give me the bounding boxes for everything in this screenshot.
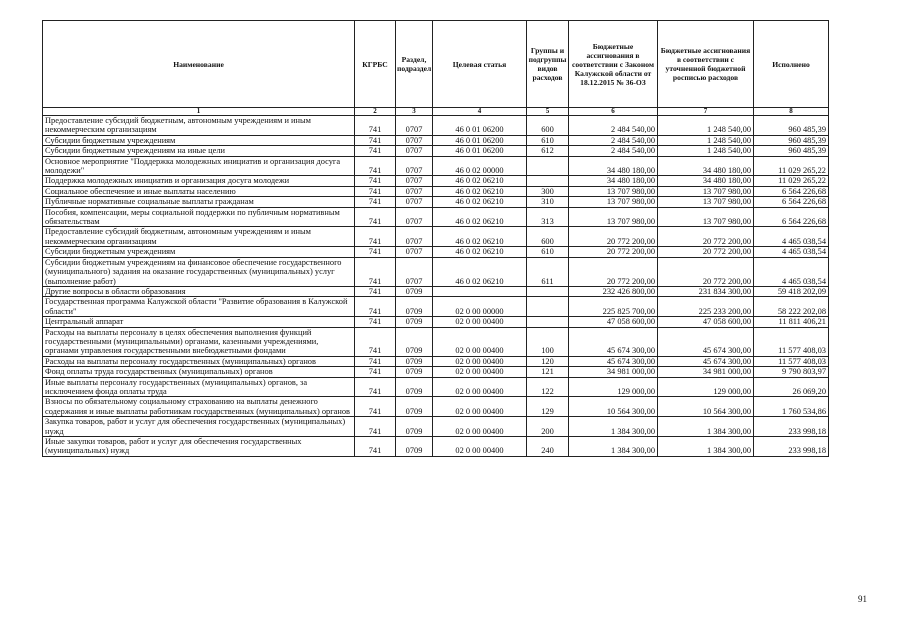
row-section: 0707 bbox=[396, 135, 433, 145]
row-kgrbs: 741 bbox=[355, 197, 396, 207]
row-refined-allocation: 20 772 200,00 bbox=[658, 227, 754, 247]
row-expense-group: 600 bbox=[527, 116, 569, 136]
row-executed: 11 577 408,03 bbox=[754, 356, 829, 366]
row-section: 0709 bbox=[396, 367, 433, 377]
row-refined-allocation: 1 384 300,00 bbox=[658, 417, 754, 437]
table-row bbox=[43, 186, 829, 196]
row-refined-allocation: 47 058 600,00 bbox=[658, 317, 754, 327]
row-target-article: 46 0 01 06200 bbox=[433, 135, 527, 145]
row-kgrbs: 741 bbox=[355, 135, 396, 145]
row-section: 0707 bbox=[396, 247, 433, 257]
header-row bbox=[43, 21, 829, 108]
row-section: 0707 bbox=[396, 257, 433, 286]
table-row bbox=[43, 146, 829, 156]
row-law-allocation: 45 674 300,00 bbox=[569, 327, 658, 356]
table-row bbox=[43, 397, 829, 417]
row-name: Государственная программа Калужской области "Развитие образования в Калужской области" bbox=[43, 297, 355, 317]
row-expense-group: 313 bbox=[527, 207, 569, 227]
header-target-article: Целевая статья bbox=[433, 21, 527, 108]
row-executed: 233 998,18 bbox=[754, 437, 829, 457]
row-refined-allocation: 13 707 980,00 bbox=[658, 197, 754, 207]
row-expense-group: 611 bbox=[527, 257, 569, 286]
row-name: Субсидии бюджетным учреждениям на финансовое обеспечение государственного (муниципального) задания на оказание государственных (муниципальных) услуг (выполнение работ) bbox=[43, 257, 355, 286]
row-section: 0709 bbox=[396, 377, 433, 397]
row-law-allocation: 20 772 200,00 bbox=[569, 257, 658, 286]
row-refined-allocation: 34 480 180,00 bbox=[658, 156, 754, 176]
row-section: 0709 bbox=[396, 356, 433, 366]
row-law-allocation: 2 484 540,00 bbox=[569, 135, 658, 145]
row-law-allocation: 225 825 700,00 bbox=[569, 297, 658, 317]
row-name: Закупка товаров, работ и услуг для обеспечения государственных (муниципальных) нужд bbox=[43, 417, 355, 437]
row-section: 0709 bbox=[396, 286, 433, 296]
table-row bbox=[43, 176, 829, 186]
row-section: 0709 bbox=[396, 327, 433, 356]
row-kgrbs: 741 bbox=[355, 377, 396, 397]
row-name: Субсидии бюджетным учреждениям bbox=[43, 247, 355, 257]
row-law-allocation: 13 707 980,00 bbox=[569, 186, 658, 196]
row-kgrbs: 741 bbox=[355, 207, 396, 227]
row-section: 0709 bbox=[396, 317, 433, 327]
row-name: Социальное обеспечение и иные выплаты населению bbox=[43, 186, 355, 196]
row-kgrbs: 741 bbox=[355, 397, 396, 417]
row-name: Центральный аппарат bbox=[43, 317, 355, 327]
row-section: 0707 bbox=[396, 186, 433, 196]
table-row bbox=[43, 377, 829, 397]
row-section: 0709 bbox=[396, 437, 433, 457]
row-name: Публичные нормативные социальные выплаты гражданам bbox=[43, 197, 355, 207]
table-row bbox=[43, 317, 829, 327]
row-section: 0707 bbox=[396, 156, 433, 176]
row-name: Расходы на выплаты персоналу государственных (муниципальных) органов bbox=[43, 356, 355, 366]
row-expense-group bbox=[527, 176, 569, 186]
header-kgrbs: КГРБС bbox=[355, 21, 396, 108]
row-expense-group bbox=[527, 317, 569, 327]
row-executed: 58 222 202,08 bbox=[754, 297, 829, 317]
column-number: 6 bbox=[569, 108, 658, 116]
row-expense-group bbox=[527, 286, 569, 296]
row-kgrbs: 741 bbox=[355, 367, 396, 377]
column-number: 8 bbox=[754, 108, 829, 116]
page-number: 91 bbox=[858, 594, 867, 604]
row-target-article: 46 0 02 06210 bbox=[433, 257, 527, 286]
row-law-allocation: 1 384 300,00 bbox=[569, 437, 658, 457]
row-executed: 4 465 038,54 bbox=[754, 227, 829, 247]
table-row bbox=[43, 417, 829, 437]
row-kgrbs: 741 bbox=[355, 247, 396, 257]
row-refined-allocation: 1 384 300,00 bbox=[658, 437, 754, 457]
row-section: 0707 bbox=[396, 227, 433, 247]
row-target-article: 02 0 00 00400 bbox=[433, 327, 527, 356]
row-section: 0707 bbox=[396, 116, 433, 136]
row-executed: 59 418 202,09 bbox=[754, 286, 829, 296]
row-executed: 11 029 265,22 bbox=[754, 176, 829, 186]
row-expense-group: 100 bbox=[527, 327, 569, 356]
column-number: 3 bbox=[396, 108, 433, 116]
row-executed: 6 564 226,68 bbox=[754, 186, 829, 196]
row-refined-allocation: 10 564 300,00 bbox=[658, 397, 754, 417]
row-name: Предоставление субсидий бюджетным, автономным учреждениям и иным некоммерческим организациям bbox=[43, 227, 355, 247]
header-name: Наименование bbox=[43, 21, 355, 108]
row-law-allocation: 20 772 200,00 bbox=[569, 247, 658, 257]
row-expense-group: 120 bbox=[527, 356, 569, 366]
row-refined-allocation: 225 233 200,00 bbox=[658, 297, 754, 317]
column-number: 1 bbox=[43, 108, 355, 116]
table-row bbox=[43, 257, 829, 286]
row-target-article bbox=[433, 286, 527, 296]
row-kgrbs: 741 bbox=[355, 286, 396, 296]
header-expense-group: Группы и подгруппы видов расходов bbox=[527, 21, 569, 108]
row-refined-allocation: 45 674 300,00 bbox=[658, 356, 754, 366]
column-number: 2 bbox=[355, 108, 396, 116]
row-executed: 11 029 265,22 bbox=[754, 156, 829, 176]
row-law-allocation: 232 426 800,00 bbox=[569, 286, 658, 296]
row-executed: 11 811 406,21 bbox=[754, 317, 829, 327]
row-law-allocation: 34 480 180,00 bbox=[569, 176, 658, 186]
row-expense-group: 610 bbox=[527, 135, 569, 145]
row-target-article: 46 0 02 06210 bbox=[433, 186, 527, 196]
row-section: 0707 bbox=[396, 197, 433, 207]
row-target-article: 02 0 00 00400 bbox=[433, 417, 527, 437]
row-refined-allocation: 13 707 980,00 bbox=[658, 186, 754, 196]
header-section: Раздел, подраздел bbox=[396, 21, 433, 108]
row-name: Субсидии бюджетным учреждениям bbox=[43, 135, 355, 145]
row-name: Расходы на выплаты персоналу в целях обеспечения выполнения функций государственными (муниципальными) органами, казенными учреждениями, органами управления государственными внебюджетными фондами bbox=[43, 327, 355, 356]
row-expense-group: 612 bbox=[527, 146, 569, 156]
row-name: Иные закупки товаров, работ и услуг для обеспечения государственных (муниципальных) нужд bbox=[43, 437, 355, 457]
table-row bbox=[43, 207, 829, 227]
row-target-article: 02 0 00 00400 bbox=[433, 397, 527, 417]
row-kgrbs: 741 bbox=[355, 186, 396, 196]
table-row bbox=[43, 367, 829, 377]
row-refined-allocation: 1 248 540,00 bbox=[658, 146, 754, 156]
row-law-allocation: 10 564 300,00 bbox=[569, 397, 658, 417]
row-expense-group bbox=[527, 297, 569, 317]
table-row bbox=[43, 356, 829, 366]
row-executed: 11 577 408,03 bbox=[754, 327, 829, 356]
row-name: Основное мероприятие "Поддержка молодежных инициатив и организация досуга молодежи" bbox=[43, 156, 355, 176]
row-refined-allocation: 1 248 540,00 bbox=[658, 116, 754, 136]
row-name: Субсидии бюджетным учреждениям на иные цели bbox=[43, 146, 355, 156]
table-row bbox=[43, 247, 829, 257]
row-target-article: 46 0 02 06210 bbox=[433, 197, 527, 207]
row-kgrbs: 741 bbox=[355, 257, 396, 286]
row-target-article: 46 0 01 06200 bbox=[433, 116, 527, 136]
row-law-allocation: 13 707 980,00 bbox=[569, 207, 658, 227]
row-executed: 9 790 803,97 bbox=[754, 367, 829, 377]
row-expense-group: 310 bbox=[527, 197, 569, 207]
row-kgrbs: 741 bbox=[355, 317, 396, 327]
row-law-allocation: 13 707 980,00 bbox=[569, 197, 658, 207]
row-kgrbs: 741 bbox=[355, 356, 396, 366]
table-row bbox=[43, 156, 829, 176]
row-name: Другие вопросы в области образования bbox=[43, 286, 355, 296]
row-target-article: 46 0 01 06200 bbox=[433, 146, 527, 156]
row-executed: 960 485,39 bbox=[754, 146, 829, 156]
row-target-article: 02 0 00 00400 bbox=[433, 377, 527, 397]
row-refined-allocation: 20 772 200,00 bbox=[658, 257, 754, 286]
budget-sheet bbox=[42, 20, 828, 457]
row-executed: 6 564 226,68 bbox=[754, 207, 829, 227]
row-kgrbs: 741 bbox=[355, 116, 396, 136]
row-law-allocation: 2 484 540,00 bbox=[569, 146, 658, 156]
row-refined-allocation: 1 248 540,00 bbox=[658, 135, 754, 145]
row-kgrbs: 741 bbox=[355, 176, 396, 186]
row-kgrbs: 741 bbox=[355, 227, 396, 247]
row-law-allocation: 45 674 300,00 bbox=[569, 356, 658, 366]
row-expense-group: 600 bbox=[527, 227, 569, 247]
row-refined-allocation: 231 834 300,00 bbox=[658, 286, 754, 296]
row-kgrbs: 741 bbox=[355, 156, 396, 176]
column-number: 5 bbox=[527, 108, 569, 116]
row-executed: 4 465 038,54 bbox=[754, 247, 829, 257]
row-target-article: 46 0 02 06210 bbox=[433, 227, 527, 247]
row-section: 0709 bbox=[396, 397, 433, 417]
table-row bbox=[43, 437, 829, 457]
budget-table-body bbox=[43, 116, 829, 457]
row-section: 0709 bbox=[396, 417, 433, 437]
table-row bbox=[43, 116, 829, 136]
row-law-allocation: 2 484 540,00 bbox=[569, 116, 658, 136]
row-executed: 1 760 534,86 bbox=[754, 397, 829, 417]
row-law-allocation: 129 000,00 bbox=[569, 377, 658, 397]
row-section: 0707 bbox=[396, 176, 433, 186]
row-executed: 4 465 038,54 bbox=[754, 257, 829, 286]
row-law-allocation: 20 772 200,00 bbox=[569, 227, 658, 247]
row-target-article: 46 0 02 00000 bbox=[433, 156, 527, 176]
row-executed: 960 485,39 bbox=[754, 116, 829, 136]
row-refined-allocation: 34 981 000,00 bbox=[658, 367, 754, 377]
row-section: 0707 bbox=[396, 207, 433, 227]
row-target-article: 02 0 00 00400 bbox=[433, 367, 527, 377]
row-target-article: 02 0 00 00000 bbox=[433, 297, 527, 317]
row-executed: 960 485,39 bbox=[754, 135, 829, 145]
row-expense-group: 300 bbox=[527, 186, 569, 196]
column-number: 4 bbox=[433, 108, 527, 116]
row-target-article: 02 0 00 00400 bbox=[433, 356, 527, 366]
row-expense-group: 121 bbox=[527, 367, 569, 377]
row-kgrbs: 741 bbox=[355, 417, 396, 437]
row-kgrbs: 741 bbox=[355, 327, 396, 356]
row-expense-group: 200 bbox=[527, 417, 569, 437]
row-refined-allocation: 129 000,00 bbox=[658, 377, 754, 397]
header-refined-allocations: Бюджетные ассигнования в соответствии с уточненной бюджетной росписью расходов bbox=[658, 21, 754, 108]
row-law-allocation: 1 384 300,00 bbox=[569, 417, 658, 437]
row-name: Пособия, компенсации, меры социальной поддержки по публичным нормативным обязательствам bbox=[43, 207, 355, 227]
header-law-allocations: Бюджетные ассигнования в соответствии с Законом Калужской области от 18.12.2015 № 36-ОЗ bbox=[569, 21, 658, 108]
row-law-allocation: 47 058 600,00 bbox=[569, 317, 658, 327]
row-name: Иные выплаты персоналу государственных (муниципальных) органов, за исключением фонда оплаты труда bbox=[43, 377, 355, 397]
row-kgrbs: 741 bbox=[355, 437, 396, 457]
table-row bbox=[43, 327, 829, 356]
row-refined-allocation: 45 674 300,00 bbox=[658, 327, 754, 356]
table-row bbox=[43, 227, 829, 247]
budget-table bbox=[42, 20, 829, 457]
table-row bbox=[43, 197, 829, 207]
row-expense-group: 122 bbox=[527, 377, 569, 397]
row-name: Взносы по обязательному социальному страхованию на выплаты денежного содержания и иные выплаты работникам государственных (муниципальных) органов bbox=[43, 397, 355, 417]
row-executed: 233 998,18 bbox=[754, 417, 829, 437]
row-refined-allocation: 20 772 200,00 bbox=[658, 247, 754, 257]
row-executed: 6 564 226,68 bbox=[754, 197, 829, 207]
row-executed: 26 069,20 bbox=[754, 377, 829, 397]
row-refined-allocation: 34 480 180,00 bbox=[658, 176, 754, 186]
table-row bbox=[43, 135, 829, 145]
row-target-article: 02 0 00 00400 bbox=[433, 317, 527, 327]
column-number: 7 bbox=[658, 108, 754, 116]
row-refined-allocation: 13 707 980,00 bbox=[658, 207, 754, 227]
row-law-allocation: 34 480 180,00 bbox=[569, 156, 658, 176]
row-expense-group: 240 bbox=[527, 437, 569, 457]
row-target-article: 46 0 02 06210 bbox=[433, 247, 527, 257]
header-executed: Исполнено bbox=[754, 21, 829, 108]
table-row bbox=[43, 286, 829, 296]
row-expense-group: 129 bbox=[527, 397, 569, 417]
row-name: Предоставление субсидий бюджетным, автономным учреждениям и иным некоммерческим организациям bbox=[43, 116, 355, 136]
row-name: Поддержка молодежных инициатив и организация досуга молодежи bbox=[43, 176, 355, 186]
row-kgrbs: 741 bbox=[355, 146, 396, 156]
row-target-article: 02 0 00 00400 bbox=[433, 437, 527, 457]
row-expense-group bbox=[527, 156, 569, 176]
row-law-allocation: 34 981 000,00 bbox=[569, 367, 658, 377]
row-section: 0707 bbox=[396, 146, 433, 156]
row-expense-group: 610 bbox=[527, 247, 569, 257]
row-name: Фонд оплаты труда государственных (муниципальных) органов bbox=[43, 367, 355, 377]
column-number-row bbox=[43, 108, 829, 116]
row-target-article: 46 0 02 06210 bbox=[433, 207, 527, 227]
row-target-article: 46 0 02 06210 bbox=[433, 176, 527, 186]
table-row bbox=[43, 297, 829, 317]
row-section: 0709 bbox=[396, 297, 433, 317]
row-kgrbs: 741 bbox=[355, 297, 396, 317]
